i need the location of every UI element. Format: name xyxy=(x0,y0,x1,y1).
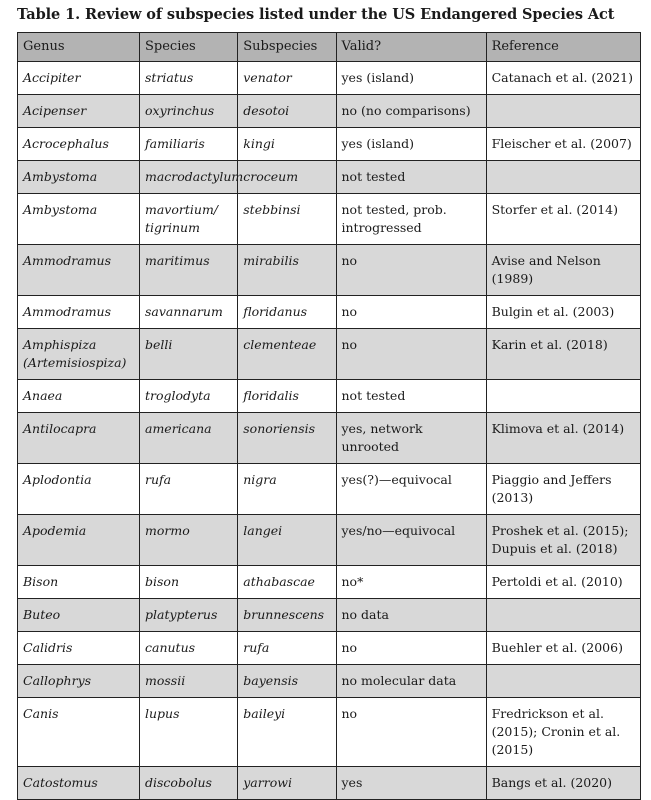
species-cell: discobolus xyxy=(140,767,238,800)
reference-cell xyxy=(486,161,640,194)
species-cell: belli xyxy=(140,329,238,380)
header-reference: Reference xyxy=(486,33,640,62)
species-cell: platypterus xyxy=(140,599,238,632)
genus-cell: Ambystoma xyxy=(18,161,140,194)
genus-cell: Callophrys xyxy=(18,665,140,698)
species-cell: striatus xyxy=(140,62,238,95)
species-cell: macrodactylum xyxy=(140,161,238,194)
valid-cell: no xyxy=(336,329,486,380)
table-row xyxy=(18,464,641,515)
genus-cell: Ambystoma xyxy=(18,194,140,245)
valid-cell: no xyxy=(336,632,486,665)
subspecies-cell: desotoi xyxy=(238,95,336,128)
table-row xyxy=(18,380,641,413)
subspecies-cell: floridanus xyxy=(238,296,336,329)
genus-cell: Aplodontia xyxy=(18,464,140,515)
genus-cell: Buteo xyxy=(18,599,140,632)
subspecies-cell: bayensis xyxy=(238,665,336,698)
table-row xyxy=(18,296,641,329)
genus-cell: Anaea xyxy=(18,380,140,413)
valid-cell: yes(?)—equivocal xyxy=(336,464,486,515)
genus-cell: Acipenser xyxy=(18,95,140,128)
subspecies-cell: floridalis xyxy=(238,380,336,413)
header-row xyxy=(18,33,641,62)
reference-cell: Bulgin et al. (2003) xyxy=(486,296,640,329)
subspecies-cell: venator xyxy=(238,62,336,95)
table-caption: Table 1. Review of subspecies listed under the US Endangered Species Act xyxy=(17,6,615,23)
reference-cell: Storfer et al. (2014) xyxy=(486,194,640,245)
reference-cell: Bangs et al. (2020) xyxy=(486,767,640,800)
valid-cell: no (no comparisons) xyxy=(336,95,486,128)
genus-cell: Antilocapra xyxy=(18,413,140,464)
reference-cell xyxy=(486,665,640,698)
species-cell: oxyrinchus xyxy=(140,95,238,128)
table-row xyxy=(18,599,641,632)
genus-cell: Ammodramus xyxy=(18,296,140,329)
genus-cell: Amphispiza (Artemisiospiza) xyxy=(18,329,140,380)
valid-cell: no molecular data xyxy=(336,665,486,698)
reference-cell: Pertoldi et al. (2010) xyxy=(486,566,640,599)
species-cell: canutus xyxy=(140,632,238,665)
table-row xyxy=(18,413,641,464)
subspecies-cell: croceum xyxy=(238,161,336,194)
table-row xyxy=(18,698,641,767)
table-row xyxy=(18,161,641,194)
species-cell: troglodyta xyxy=(140,380,238,413)
header-subspecies: Subspecies xyxy=(238,33,336,62)
genus-cell: Calidris xyxy=(18,632,140,665)
reference-cell: Catanach et al. (2021) xyxy=(486,62,640,95)
subspecies-cell: brunnescens xyxy=(238,599,336,632)
header-valid: Valid? xyxy=(336,33,486,62)
reference-cell xyxy=(486,599,640,632)
valid-cell: yes (island) xyxy=(336,128,486,161)
table-row xyxy=(18,767,641,800)
reference-cell: Piaggio and Jeffers (2013) xyxy=(486,464,640,515)
reference-cell: Fleischer et al. (2007) xyxy=(486,128,640,161)
table-row xyxy=(18,95,641,128)
subspecies-cell: athabascae xyxy=(238,566,336,599)
species-cell: mormo xyxy=(140,515,238,566)
subspecies-cell: nigra xyxy=(238,464,336,515)
header-genus: Genus xyxy=(18,33,140,62)
species-cell: savannarum xyxy=(140,296,238,329)
subspecies-cell: baileyi xyxy=(238,698,336,767)
table-row xyxy=(18,566,641,599)
subspecies-cell: rufa xyxy=(238,632,336,665)
valid-cell: no data xyxy=(336,599,486,632)
subspecies-cell: yarrowi xyxy=(238,767,336,800)
subspecies-cell: stebbinsi xyxy=(238,194,336,245)
valid-cell: not tested xyxy=(336,161,486,194)
table-row xyxy=(18,62,641,95)
valid-cell: no* xyxy=(336,566,486,599)
table-row xyxy=(18,128,641,161)
species-cell: bison xyxy=(140,566,238,599)
valid-cell: yes (island) xyxy=(336,62,486,95)
species-cell: mavortium/ tigrinum xyxy=(140,194,238,245)
genus-cell: Bison xyxy=(18,566,140,599)
genus-cell: Acrocephalus xyxy=(18,128,140,161)
species-cell: familiaris xyxy=(140,128,238,161)
genus-cell: Accipiter xyxy=(18,62,140,95)
subspecies-cell: langei xyxy=(238,515,336,566)
reference-cell xyxy=(486,95,640,128)
genus-cell: Ammodramus xyxy=(18,245,140,296)
genus-cell: Canis xyxy=(18,698,140,767)
valid-cell: no xyxy=(336,296,486,329)
reference-cell: Proshek et al. (2015); Dupuis et al. (2018) xyxy=(486,515,640,566)
genus-cell: Apodemia xyxy=(18,515,140,566)
valid-cell: yes/no—equivocal xyxy=(336,515,486,566)
table-row xyxy=(18,665,641,698)
table-row xyxy=(18,329,641,380)
reference-cell: Karin et al. (2018) xyxy=(486,329,640,380)
table-row xyxy=(18,515,641,566)
valid-cell: no xyxy=(336,245,486,296)
species-cell: rufa xyxy=(140,464,238,515)
species-cell: lupus xyxy=(140,698,238,767)
subspecies-cell: clementeae xyxy=(238,329,336,380)
reference-cell: Klimova et al. (2014) xyxy=(486,413,640,464)
species-cell: americana xyxy=(140,413,238,464)
genus-cell: Catostomus xyxy=(18,767,140,800)
header-species: Species xyxy=(140,33,238,62)
reference-cell: Buehler et al. (2006) xyxy=(486,632,640,665)
reference-cell: Fredrickson et al. (2015); Cronin et al. (2015) xyxy=(486,698,640,767)
reference-cell: Avise and Nelson (1989) xyxy=(486,245,640,296)
valid-cell: not tested xyxy=(336,380,486,413)
reference-cell xyxy=(486,380,640,413)
table-row xyxy=(18,245,641,296)
subspecies-cell: mirabilis xyxy=(238,245,336,296)
valid-cell: no xyxy=(336,698,486,767)
subspecies-cell: sonoriensis xyxy=(238,413,336,464)
table-row xyxy=(18,194,641,245)
species-cell: mossii xyxy=(140,665,238,698)
valid-cell: yes xyxy=(336,767,486,800)
valid-cell: not tested, prob. introgressed xyxy=(336,194,486,245)
subspecies-cell: kingi xyxy=(238,128,336,161)
species-cell: maritimus xyxy=(140,245,238,296)
subspecies-table xyxy=(17,32,641,800)
valid-cell: yes, network unrooted xyxy=(336,413,486,464)
table-row xyxy=(18,632,641,665)
